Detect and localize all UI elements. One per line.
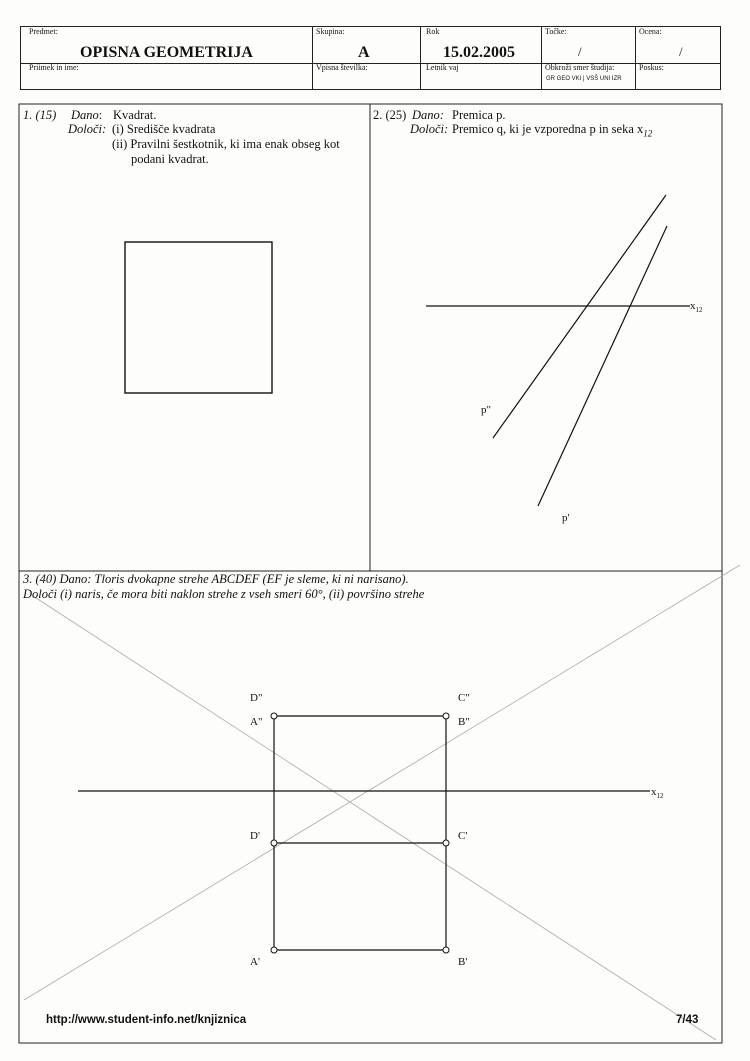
problem1-item2b: podani kvadrat.: [131, 152, 209, 166]
problem3-axis-label: $x_{12}$: [651, 786, 664, 801]
point-a1: [271, 947, 277, 953]
problem1-dano-label: Dano:: [71, 108, 103, 122]
label-a1: A': [250, 956, 260, 968]
vpisna-label: Vpisna številka:: [316, 63, 368, 72]
problem3-line2: Določi (i) naris, če mora biti naklon strehe z vseh smeri 60°, (ii) površino strehe: [23, 587, 425, 601]
ocena-label: Ocena:: [639, 27, 662, 36]
label-d1: D': [250, 830, 260, 842]
point-c1: [443, 840, 449, 846]
footer-url[interactable]: http://www.student-info.net/knjiznica: [46, 1014, 247, 1026]
problem1-item1: (i) Središče kvadrata: [112, 122, 216, 136]
letnik-label: Letnik vaj: [426, 63, 459, 72]
problem1-number: 1. (15): [23, 108, 57, 122]
problem2-dano-text: Premica p.: [452, 108, 506, 122]
predmet-value: OPISNA GEOMETRIJA: [80, 44, 253, 61]
rok-label: Rok: [426, 27, 440, 36]
tocke-label: Točke:: [545, 27, 567, 36]
label-b1: B': [458, 956, 468, 968]
problem2-axis-label: $x_{12}$: [690, 300, 703, 315]
smer-label: Obkroži smer študija:: [545, 63, 615, 72]
problem2-number: 2. (25): [373, 108, 407, 122]
point-b2: [443, 713, 449, 719]
smer-options: GR GEO VKI | VSŠ UNI IZR: [546, 76, 622, 82]
label-c2: C": [458, 692, 470, 704]
rok-value: 15.02.2005: [443, 44, 515, 61]
label-d2: D": [250, 692, 263, 704]
ocena-value: /: [679, 44, 683, 59]
label-p-double-prime: p": [481, 404, 491, 416]
problem1-doloci-label: Določi:: [68, 122, 107, 136]
predmet-label: Predmet:: [29, 27, 58, 36]
pencil-cross-line-2: [24, 565, 740, 1000]
label-p-prime: p': [562, 512, 570, 524]
problem2-doloci-label: Določi:: [410, 122, 449, 136]
label-b2: B": [458, 716, 470, 728]
skupina-value: A: [358, 44, 370, 61]
footer-page-number: 7/43: [676, 1014, 699, 1026]
point-b1: [443, 947, 449, 953]
line-p-double-prime: [493, 195, 666, 438]
problem1-dano-text: Kvadrat.: [113, 108, 157, 122]
point-a2: [271, 713, 277, 719]
problem3-line1: 3. (40) Dano: Tloris dvokapne strehe ABCDEF (EF je sleme, ki ni narisano).: [23, 572, 409, 586]
problem2-dano-label: Dano:: [412, 108, 444, 122]
label-c1: C': [458, 830, 468, 842]
tocke-value: /: [578, 44, 582, 59]
poskus-label: Poskus:: [639, 63, 664, 72]
line-p-prime: [538, 226, 667, 506]
skupina-label: Skupina:: [316, 27, 345, 36]
point-d1: [271, 840, 277, 846]
problem1-item2: (ii) Pravilni šestkotnik, ki ima enak obseg kot: [112, 137, 340, 151]
label-a2: A": [250, 716, 263, 728]
priimek-label: Priimek in ime:: [29, 63, 79, 72]
square-drawing: [125, 242, 272, 393]
pencil-cross-line-1: [33, 596, 716, 1040]
problem2-doloci-text: Premico q, ki je vzporedna p in seka $x_{12}$: [452, 122, 653, 139]
